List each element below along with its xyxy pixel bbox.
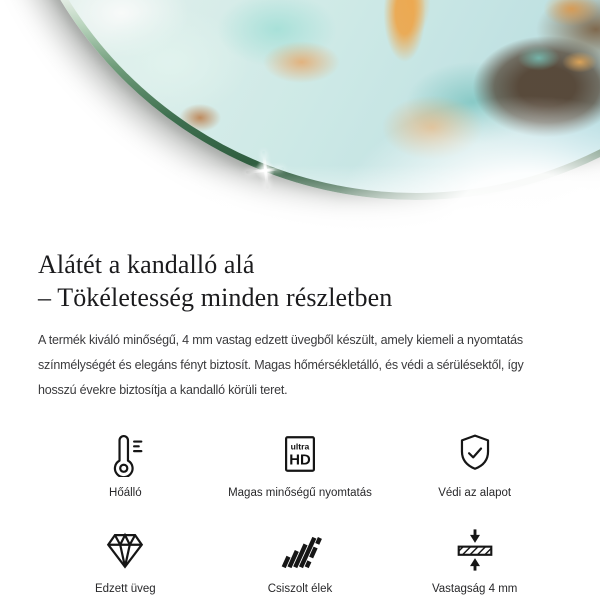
feature-label: Vastagság 4 mm xyxy=(431,583,518,595)
description-line: A termék kiváló minőségű, 4 mm vastag edzett üvegből készült, amely kiemeli a nyomtatás xyxy=(38,333,523,347)
description-line: hosszú évekre biztosítja a kandalló körüli teret. xyxy=(38,383,288,397)
ultra-hd-icon-text-top: ultra xyxy=(290,441,310,452)
title-line-1: Alátét a kandalló alá xyxy=(38,250,255,279)
feature-label: Edzett üveg xyxy=(94,583,156,595)
thermometer-icon xyxy=(102,431,148,477)
feature-label: Hőálló xyxy=(109,487,142,499)
product-description xyxy=(38,328,562,403)
ultra-hd-icon xyxy=(277,431,323,477)
content-section xyxy=(0,248,600,595)
hero-product-image[interactable] xyxy=(0,0,600,236)
polished-edges-icon xyxy=(277,527,323,573)
glass-disc-artwork xyxy=(7,0,600,193)
thickness-icon xyxy=(452,527,498,573)
title-line-2: – Tökéletesség minden részletben xyxy=(38,283,393,312)
feature-label: Védi az alapot xyxy=(438,487,512,499)
feature-polished-edges xyxy=(213,527,388,595)
feature-protects-base xyxy=(387,431,562,499)
feature-tempered-glass xyxy=(38,527,213,595)
feature-thickness xyxy=(387,527,562,595)
feature-heat-resistant xyxy=(38,431,213,499)
feature-label: Csiszolt élek xyxy=(267,583,333,595)
diamond-icon xyxy=(102,527,148,573)
features-grid xyxy=(38,431,562,595)
feature-label: Magas minőségű nyomtatás xyxy=(228,487,372,499)
page-title xyxy=(38,248,562,314)
feature-high-quality-print xyxy=(213,431,388,499)
description-line: színmélységét és elegáns fényt biztosít. Magas hőmérsékletálló, és védi a sérülésektől, így xyxy=(38,358,524,372)
ultra-hd-icon-text-bottom: HD xyxy=(289,452,311,469)
shield-check-icon xyxy=(452,431,498,477)
